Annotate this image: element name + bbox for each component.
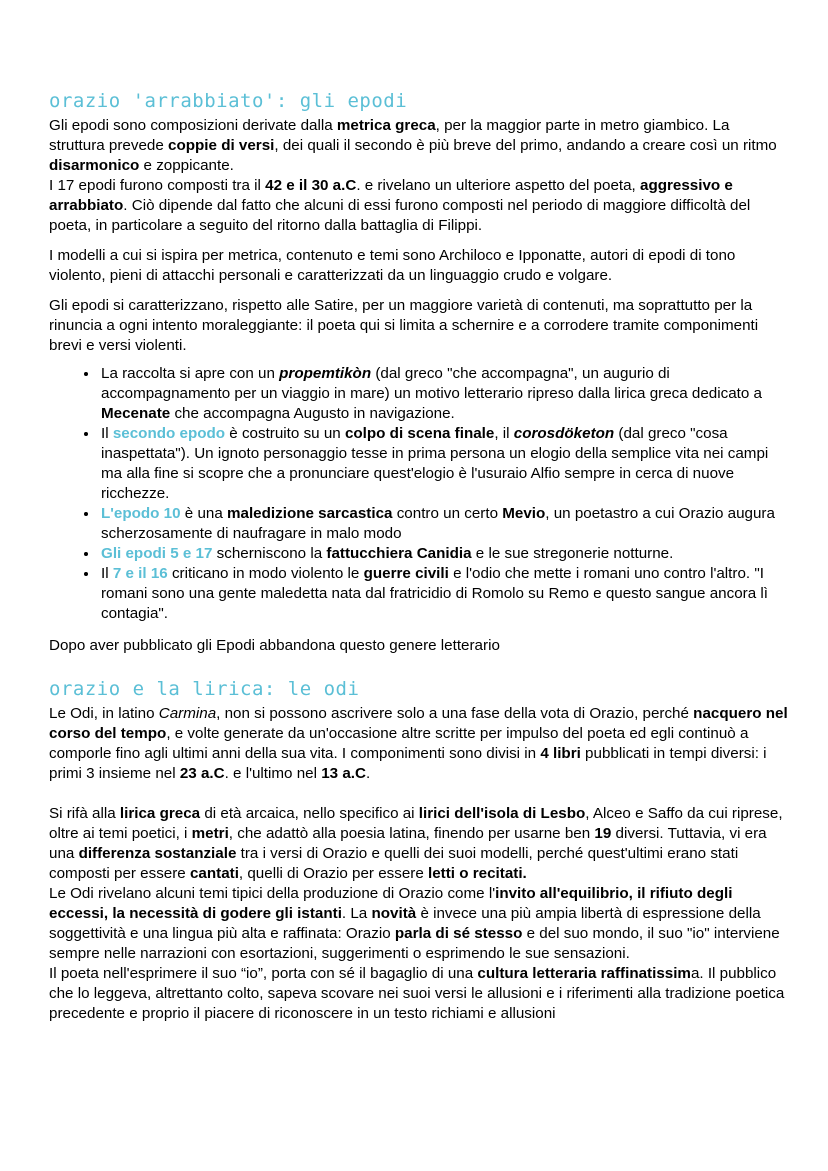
bold-text: corosdöketon (513, 425, 615, 442)
text-run: , non si possono ascrivere solo a una fase della vota di Orazio, perché (216, 705, 694, 722)
bold-text: 23 a.C (179, 765, 225, 782)
bold-text: propemtikòn (279, 365, 372, 382)
text-run: , dei quali il secondo è più breve del primo, andando a creare così un ritmo (274, 137, 777, 154)
paragraph (49, 636, 789, 656)
paragraph (49, 296, 789, 356)
bold-text: maledizione sarcastica (227, 505, 393, 522)
bold-text: parla di sé stesso (394, 925, 523, 942)
bold-text: cantati (189, 865, 239, 882)
text-run: pubblicati in tempi diversi: i primi 3 insieme nel (49, 745, 767, 782)
text-run: tra i versi di Orazio e quelli dei suoi modelli, perché quest'ultimi erano stati composti per essere (49, 845, 739, 882)
text-run: di età arcaica, nello specifico ai (200, 805, 419, 822)
text-run: Il (101, 565, 113, 582)
paragraph (49, 964, 789, 1024)
bold-text: invito all'equilibrio, il rifiuto degli eccessi, la necessità di godere gli istanti (49, 885, 733, 922)
text-run: , che adattò alla poesia latina, finendo per usarne ben (228, 825, 595, 842)
highlighted-text: Gli epodi 5 e 17 (101, 545, 213, 562)
text-run: contro un certo (392, 505, 503, 522)
bold-text: nacquero nel corso del tempo (49, 705, 788, 742)
highlighted-text: L'epodo 10 (101, 505, 181, 522)
bold-text: metri (191, 825, 229, 842)
text-run: è costruito su un (225, 425, 345, 442)
text-run: scherniscono la (212, 545, 327, 562)
text-run: . (365, 765, 371, 782)
bold-text: 19 (594, 825, 612, 842)
document-page (49, 88, 789, 1024)
list-item (99, 564, 789, 624)
text-run: I modelli a cui si ispira per metrica, contenuto e temi sono Archiloco e Ipponatte, autori di epodi di tono violento, pieni di attacchi personali e caratterizzati da un linguaggio crudo e volgare. (49, 247, 736, 284)
text-run: Gli epodi sono composizioni derivate dalla (49, 117, 337, 134)
bold-text: lirici dell'isola di Lesbo (418, 805, 586, 822)
bold-text: 42 e il 30 a.C (265, 177, 357, 194)
text-run: . e rivelano un ulteriore aspetto del poeta, (356, 177, 640, 194)
paragraph (49, 804, 789, 884)
text-run: che accompagna Augusto in navigazione. (170, 405, 455, 422)
bold-text: lirica greca (119, 805, 201, 822)
list-item (99, 544, 789, 564)
text-run: , e volte generate da un'occasione altre scritte per impulso del poeta ed egli continuò a comporle fino agli ultimi anni della sua vita. I componimenti sono divisi in (49, 725, 749, 762)
bold-text: coppie di versi (168, 137, 275, 154)
text-run: , quelli di Orazio per essere (238, 865, 429, 882)
text-run: e del suo mondo, il suo "io" interviene sempre nelle narrazioni con esortazioni, suggerimenti o esprimendo le sue sensazioni. (49, 925, 780, 962)
text-run: e zoppicante. (139, 157, 234, 174)
section-title-odi: orazio e la lirica: le odi (49, 678, 360, 700)
paragraph (49, 246, 789, 286)
highlighted-text: secondo epodo (112, 425, 226, 442)
text-run: Dopo aver pubblicato gli Epodi abbandona questo genere letterario (49, 637, 500, 654)
list-item (99, 364, 789, 424)
text-run: e le sue stregonerie notturne. (471, 545, 674, 562)
text-run: (dal greco "che accompagna", un augurio di accompagnamento per un viaggio in mare) un motivo letterario ripreso dalla lirica greca dedicato a (101, 365, 763, 402)
bold-text: letti o recitati. (428, 865, 527, 882)
bold-text: metrica greca (336, 117, 436, 134)
paragraph (49, 884, 789, 964)
bold-text: 4 libri (540, 745, 581, 762)
italic-text: Carmina (158, 705, 217, 722)
text-run: . e l'ultimo nel (224, 765, 322, 782)
text-run: , per la maggior parte in metro giambico. La struttura prevede (49, 117, 730, 154)
list-item (99, 504, 789, 544)
bold-text: fattucchiera Canidia (326, 545, 472, 562)
text-run: I 17 epodi furono composti tra il (49, 177, 266, 194)
text-run: , un poetastro a cui Orazio augura scherzosamente di naufragare in malo modo (101, 505, 775, 542)
section-title-epodi: orazio 'arrabbiato': gli epodi (49, 90, 408, 112)
text-run: Il (101, 425, 113, 442)
bold-text: disarmonico (49, 157, 140, 174)
bold-text: cultura letteraria raffinatissim (477, 965, 691, 982)
highlighted-text: 7 e il 16 (112, 565, 168, 582)
text-run: . La (341, 905, 372, 922)
text-run: a. Il pubblico che lo leggeva, altrettanto colto, sapeva scovare nei suoi versi le allusioni e i riferimenti alla tradizione poetica precedente e proprio il piacere di riconoscere in un testo richiami e allusioni (49, 965, 785, 1022)
paragraph (49, 704, 789, 784)
text-run: , il (494, 425, 514, 442)
bold-text: aggressivo e arrabbiato (49, 177, 733, 214)
text-run: e l'odio che mette i romani uno contro l'altro. "I romani sono una gente maledetta nata dal fratricidio di Romolo su Remo e questo sangue ancora lì contagia". (101, 565, 768, 622)
bold-text: guerre civili (363, 565, 449, 582)
paragraph (49, 116, 789, 176)
text-run: diversi. Tuttavia, vi era una (49, 825, 767, 862)
text-run: Le Odi rivelano alcuni temi tipici della produzione di Orazio come l' (49, 885, 496, 902)
bold-text: differenza sostanziale (78, 845, 237, 862)
text-run: è invece una più ampia libertà di espressione della soggettività e una lingua più alta e raffinata: Orazio (49, 905, 761, 942)
bold-text: Mevio (502, 505, 546, 522)
text-run: (dal greco "cosa inaspettata"). Un ignoto personaggio tesse in prima persona un elogio della semplice vita nei campi ma alla fine si scopre che a pronunciare quest'elogio è l'usuraio Alfio sempre in cerca di nuove ricchezze. (101, 425, 769, 502)
epodi-list (49, 364, 789, 624)
text-run: . Ciò dipende dal fatto che alcuni di essi furono composti nel periodo di maggiore difficoltà del poeta, in particolare a seguito del ritorno dalla battaglia di Filippi. (49, 197, 751, 234)
text-run: Gli epodi si caratterizzano, rispetto alle Satire, per un maggiore varietà di contenuti, ma soprattutto per la rinuncia a ogni intento moraleggiante: il poeta qui si limita a schernire e a corrodere tramite componimenti brevi e versi violenti. (49, 297, 759, 354)
text-run: La raccolta si apre con un (101, 365, 280, 382)
paragraph (49, 176, 789, 236)
text-run: criticano in modo violento le (167, 565, 364, 582)
text-run: , Alceo e Saffo da cui riprese, oltre ai temi poetici, i (49, 805, 783, 842)
bold-text: colpo di scena finale (344, 425, 495, 442)
text-run: Il poeta nell'esprimere il suo “io”, porta con sé il bagaglio di una (49, 965, 478, 982)
bold-text: novità (371, 905, 417, 922)
text-run: Le Odi, in latino (49, 705, 159, 722)
text-run: è una (180, 505, 228, 522)
text-run: Si rifà alla (49, 805, 120, 822)
bold-text: 13 a.C (321, 765, 366, 782)
bold-text: Mecenate (101, 405, 171, 422)
list-item (99, 424, 789, 504)
